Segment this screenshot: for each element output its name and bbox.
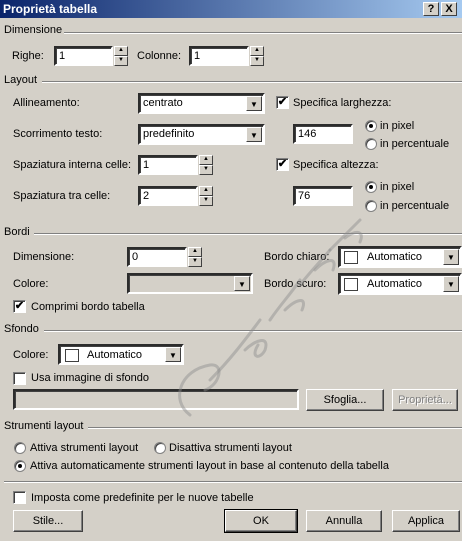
auto-label: Attiva automaticamente strumenti layout in base al contenuto della tabella: [30, 460, 389, 472]
larghezza-percentuale-label: in percentuale: [380, 138, 450, 150]
strumenti-heading: Strumenti layout: [4, 420, 84, 432]
attiva-label: Attiva strumenti layout: [30, 442, 139, 454]
sfondo-colore-value: Automatico: [87, 349, 143, 361]
ok-label: OK: [253, 515, 269, 527]
larghezza-pixel-radio[interactable]: [365, 120, 377, 132]
colonne-spinner[interactable]: [250, 46, 264, 66]
bordo-scuro-value: Automatico: [367, 278, 423, 290]
chevron-down-icon[interactable]: ▼: [234, 276, 250, 291]
bordo-chiaro-value: Automatico: [367, 251, 423, 263]
bordi-heading: Bordi: [4, 226, 30, 238]
spaz-interna-label: Spaziatura interna celle:: [13, 159, 132, 171]
disattiva-radio[interactable]: [154, 442, 166, 454]
spin-up-icon[interactable]: ▲: [188, 247, 202, 257]
scorrimento-select[interactable]: [138, 124, 265, 145]
help-button[interactable]: ?: [423, 2, 439, 16]
check-icon: ✔: [14, 300, 25, 312]
annulla-button[interactable]: [306, 510, 382, 532]
spin-up-icon[interactable]: ▲: [250, 46, 264, 56]
disattiva-label: Disattiva strumenti layout: [169, 442, 292, 454]
spin-down-icon[interactable]: ▼: [188, 257, 202, 267]
usa-immagine-label: Usa immagine di sfondo: [31, 372, 150, 384]
altezza-pixel-label: in pixel: [380, 181, 415, 193]
layout-heading: Layout: [4, 74, 38, 86]
chevron-down-icon[interactable]: ▼: [246, 127, 262, 142]
bordi-dimensione-input[interactable]: 0: [127, 247, 187, 267]
attiva-radio[interactable]: [14, 442, 26, 454]
spec-larghezza-checkbox[interactable]: [276, 96, 289, 109]
chevron-down-icon[interactable]: ▼: [165, 347, 181, 362]
spaz-tra-label: Spaziatura tra celle:: [13, 190, 111, 202]
chevron-down-icon[interactable]: ▼: [443, 249, 459, 265]
larghezza-input[interactable]: 146: [293, 124, 353, 144]
comprimi-label: Comprimi bordo tabella: [31, 301, 145, 313]
spaz-interna-spinner[interactable]: [199, 155, 213, 175]
scorrimento-label: Scorrimento testo:: [13, 128, 103, 140]
stile-label: Stile...: [32, 515, 64, 527]
check-icon: ✔: [277, 158, 288, 170]
comprimi-checkbox[interactable]: [13, 300, 26, 313]
spin-down-icon[interactable]: ▼: [199, 196, 213, 206]
dimensione-heading: Dimensione: [4, 24, 63, 36]
sfondo-colore-label: Colore:: [13, 349, 49, 361]
sfoglia-label: Sfoglia...: [323, 394, 367, 406]
spin-down-icon[interactable]: ▼: [250, 56, 264, 66]
check-icon: ✔: [277, 96, 288, 108]
spaz-tra-input[interactable]: 2: [138, 186, 198, 206]
separator: [64, 32, 462, 34]
righe-spinner[interactable]: [114, 46, 128, 66]
close-button[interactable]: X: [441, 2, 457, 16]
larghezza-pixel-label: in pixel: [380, 120, 415, 132]
altezza-input[interactable]: 76: [293, 186, 353, 206]
altezza-pixel-radio[interactable]: [365, 181, 377, 193]
allineamento-value: centrato: [143, 97, 183, 109]
auto-radio[interactable]: [14, 460, 26, 472]
predefinite-checkbox[interactable]: [13, 491, 26, 504]
bordo-scuro-label: Bordo scuro:: [264, 278, 327, 290]
bordi-dimensione-label: Dimensione:: [13, 251, 75, 263]
righe-input[interactable]: 1: [54, 46, 113, 66]
chevron-down-icon[interactable]: ▼: [246, 96, 262, 111]
stile-button[interactable]: [13, 510, 83, 532]
proprieta-label: Proprietà...: [398, 394, 452, 406]
scorrimento-value: predefinito: [143, 128, 195, 140]
predefinite-label: Imposta come predefinite per le nuove tabelle: [31, 492, 254, 504]
spaz-interna-input[interactable]: 1: [138, 155, 198, 175]
sfondo-heading: Sfondo: [4, 323, 39, 335]
chevron-down-icon[interactable]: ▼: [443, 276, 459, 292]
spec-altezza-checkbox[interactable]: [276, 158, 289, 171]
applica-button[interactable]: [392, 510, 460, 532]
spec-larghezza-label: Specifica larghezza:: [293, 97, 392, 109]
spin-up-icon[interactable]: ▲: [114, 46, 128, 56]
separator: [42, 81, 462, 83]
spin-down-icon[interactable]: ▼: [114, 56, 128, 66]
spec-altezza-label: Specifica altezza:: [293, 159, 379, 171]
bordi-colore-label: Colore:: [13, 278, 49, 290]
spin-down-icon[interactable]: ▼: [199, 165, 213, 175]
title-bar: [0, 0, 462, 18]
altezza-percentuale-label: in percentuale: [380, 200, 450, 212]
usa-immagine-checkbox[interactable]: [13, 372, 26, 385]
separator: [4, 481, 462, 483]
colonne-input[interactable]: 1: [189, 46, 249, 66]
colonne-label: Colonne:: [137, 50, 182, 62]
allineamento-select[interactable]: [138, 93, 265, 114]
annulla-label: Annulla: [325, 515, 363, 527]
window-title: Proprietà tabella: [3, 2, 98, 16]
larghezza-percentuale-radio[interactable]: [365, 138, 377, 150]
color-swatch: [65, 349, 79, 362]
applica-label: Applica: [407, 515, 445, 527]
ok-button[interactable]: [225, 510, 297, 532]
spin-up-icon[interactable]: ▲: [199, 155, 213, 165]
watermark-signature: [150, 200, 380, 440]
allineamento-label: Allineamento:: [13, 97, 80, 109]
proprieta-button[interactable]: [392, 389, 458, 411]
righe-label: Righe:: [12, 50, 44, 62]
bordo-chiaro-label: Bordo chiaro:: [264, 251, 330, 263]
spin-up-icon[interactable]: ▲: [199, 186, 213, 196]
